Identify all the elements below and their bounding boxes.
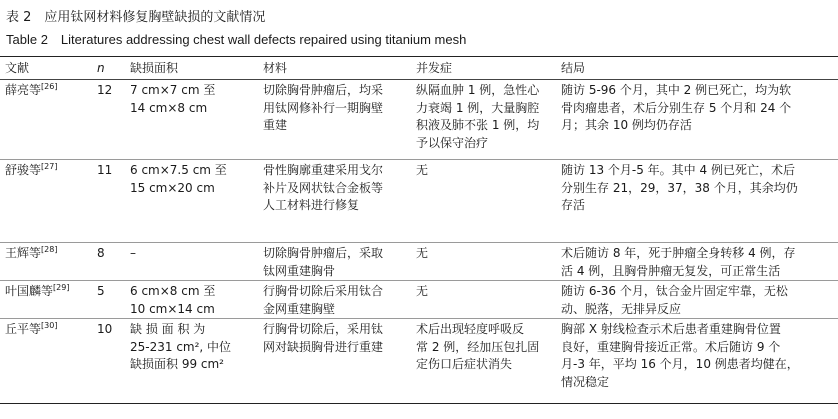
- cell-line: 胸部 X 射线检查示术后患者重建胸骨位置: [561, 322, 781, 336]
- cell-line: 骨肉瘤患者，术后分别生存 5 个月和 24 个: [561, 100, 792, 115]
- table-row: [0, 80, 838, 160]
- cell-n: 5: [92, 281, 125, 319]
- cell-complication: [411, 80, 556, 160]
- cell-line: 用钛网修补行一期胸壁: [263, 100, 384, 115]
- cell-outcome: [556, 80, 838, 160]
- cell-reference: [0, 160, 92, 243]
- cell-outcome: [556, 160, 838, 243]
- author-name: 薛亮等: [5, 83, 42, 97]
- cell-line: 定伤口后症状消失: [416, 357, 513, 371]
- author-name: 舒骏等: [5, 163, 42, 177]
- cell-complication: [411, 281, 556, 319]
- cell-defect-area: [125, 80, 258, 160]
- table-row: [0, 319, 838, 404]
- cell-outcome: [556, 243, 838, 281]
- author-name: 王辉等: [5, 246, 42, 260]
- cell-line: 网对缺损胸骨进行重建: [263, 339, 384, 354]
- table-row: [0, 243, 838, 281]
- cell-n: 11: [92, 160, 125, 243]
- citation-ref: [27]: [41, 162, 58, 171]
- cell-line: 缺 损 面 积 为: [130, 322, 206, 336]
- cell-line: 行胸骨切除后，采用钛: [263, 322, 384, 336]
- table-caption-chinese: 表 2 应用钛网材料修复胸壁缺损的文献情况: [6, 10, 266, 25]
- cell-line: 积液及肺不张 1 例，均: [416, 118, 540, 132]
- col-header-complication: 并发症: [411, 57, 556, 80]
- cell-defect-area: [125, 319, 258, 404]
- cell-reference: [0, 243, 92, 281]
- cell-line: 纵隔血肿 1 例，急性心: [416, 83, 540, 97]
- cell-material: [258, 243, 411, 281]
- cell-line: 情况稳定: [561, 374, 610, 389]
- citation-ref: [30]: [41, 321, 58, 330]
- cell-defect-area: [125, 281, 258, 319]
- cell-line: –: [130, 246, 136, 260]
- cell-line: 7 cm×7 cm 至: [130, 83, 216, 97]
- cell-line: 重建: [263, 118, 288, 132]
- citation-ref: [26]: [41, 82, 58, 91]
- cell-line: 10 cm×14 cm: [130, 301, 215, 316]
- author-name: 叶国麟等: [5, 284, 54, 298]
- cell-line: 补片及网状钛合金板等: [263, 180, 384, 195]
- cell-line: 缺损面积 99 cm²: [130, 357, 224, 371]
- cell-material: [258, 80, 411, 160]
- cell-line: 良好，重建胸骨接近正常。术后随访 9 个: [561, 339, 781, 354]
- cell-line: 骨性胸廓重建采用戈尔: [263, 163, 384, 177]
- header-row: [0, 57, 838, 80]
- cell-line: 随访 13 个月-5 年。其中 4 例已死亡，术后: [561, 163, 795, 177]
- cell-reference: [0, 281, 92, 319]
- cell-line: 术后出现轻度呼吸反: [416, 322, 525, 336]
- cell-line: 钛网重建胸骨: [263, 263, 336, 278]
- citation-ref: [29]: [53, 283, 70, 292]
- cell-material: [258, 160, 411, 243]
- cell-line: 无: [416, 246, 429, 260]
- cell-line: 行胸骨切除后采用钛合: [263, 284, 384, 298]
- cell-complication: [411, 319, 556, 404]
- cell-line: 15 cm×20 cm: [130, 180, 215, 195]
- cell-n: 12: [97, 83, 113, 97]
- cell-line: 分别生存 21，29，37，38 个月，其余均仍: [561, 180, 798, 195]
- col-header-outcome: 结局: [556, 57, 838, 80]
- literature-table: [0, 56, 838, 404]
- cell-line: 动、脱落，无排异反应: [561, 301, 682, 316]
- cell-line: 6 cm×8 cm 至: [130, 284, 216, 298]
- cell-line: 存活: [561, 198, 586, 212]
- cell-line: 14 cm×8 cm: [130, 100, 208, 115]
- table-caption-english: Table 2 Literatures addressing chest wall defects repaired using titanium mesh: [6, 32, 467, 47]
- cell-outcome: [556, 319, 838, 404]
- citation-ref: [28]: [41, 245, 58, 254]
- cell-defect-area: [125, 243, 258, 281]
- cell-reference: [0, 319, 92, 404]
- cell-line: 术后随访 8 年，死于肿瘤全身转移 4 例，存: [561, 246, 796, 260]
- cell-line: 常 2 例，经加压包扎固: [416, 339, 540, 354]
- cell-line: 予以保守治疗: [416, 135, 489, 150]
- cell-line: 无: [416, 284, 429, 298]
- col-header-material: 材料: [258, 57, 411, 80]
- cell-line: 力衰竭 1 例，大量胸腔: [416, 100, 540, 115]
- cell-line: 月-3 年，平均 16 个月，10 例患者均健在，: [561, 357, 799, 371]
- table-row: [0, 160, 838, 243]
- cell-material: [258, 319, 411, 404]
- cell-line: 6 cm×7.5 cm 至: [130, 163, 227, 177]
- cell-complication: [411, 160, 556, 243]
- cell-line: 随访 5-96 个月，其中 2 例已死亡，均为软: [561, 83, 792, 97]
- table-row: [0, 281, 838, 319]
- col-header-defect-area: 缺损面积: [125, 57, 258, 80]
- col-header-reference: 文献: [0, 57, 92, 80]
- cell-line: 随访 6-36 个月，钛合金片固定牢靠，无松: [561, 284, 788, 298]
- cell-line: 人工材料进行修复: [263, 198, 360, 212]
- cell-line: 切除胸骨肿瘤后，均采: [263, 83, 384, 97]
- cell-material: [258, 281, 411, 319]
- cell-line: 月；其余 10 例均仍存活: [561, 118, 692, 132]
- col-header-n: n: [92, 57, 125, 80]
- cell-line: 切除胸骨肿瘤后，采取: [263, 246, 384, 260]
- cell-complication: [411, 243, 556, 281]
- cell-n: 8: [92, 243, 125, 281]
- author-name: 丘平等: [5, 322, 42, 336]
- cell-line: 金网重建胸壁: [263, 301, 336, 316]
- cell-line: 25-231 cm², 中位: [130, 339, 232, 354]
- cell-outcome: [556, 281, 838, 319]
- cell-defect-area: [125, 160, 258, 243]
- cell-reference: [0, 80, 92, 160]
- cell-n: 10: [92, 319, 125, 404]
- cell-line: 无: [416, 163, 429, 177]
- cell-line: 活 4 例，且胸骨肿瘤无复发，可正常生活: [561, 263, 781, 278]
